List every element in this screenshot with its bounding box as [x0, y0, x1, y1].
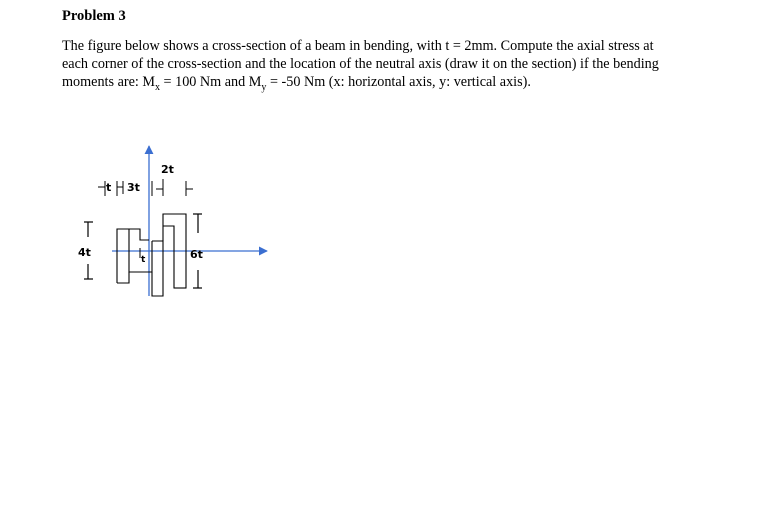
statement-line-1: The figure below shows a cross-section of a beam in bending, with t = 2mm. Compute the axial stress at	[62, 38, 654, 54]
moment-text-mid: = 100 Nm and M	[160, 74, 262, 91]
label-3t: 3t	[127, 181, 140, 194]
dimension-2t	[156, 179, 193, 196]
moment-y-subscript: y	[261, 82, 267, 94]
problem-heading: Problem 3	[62, 8, 126, 24]
statement-line-2: each corner of the cross-section and the location of the neutral axis (draw it on the section) if the bending	[62, 56, 659, 73]
moment-text-pre: moments are: M	[62, 74, 155, 91]
moment-x-subscript: x	[155, 82, 160, 94]
label-2t: 2t	[161, 163, 174, 176]
label-left-t: t	[106, 181, 112, 194]
moment-text-post: = -50 Nm (x: horizontal axis, y: vertical axis).	[266, 74, 531, 91]
label-4t: 4t	[78, 246, 91, 259]
label-center-t: t	[141, 255, 146, 265]
label-6t: 6t	[190, 248, 203, 261]
